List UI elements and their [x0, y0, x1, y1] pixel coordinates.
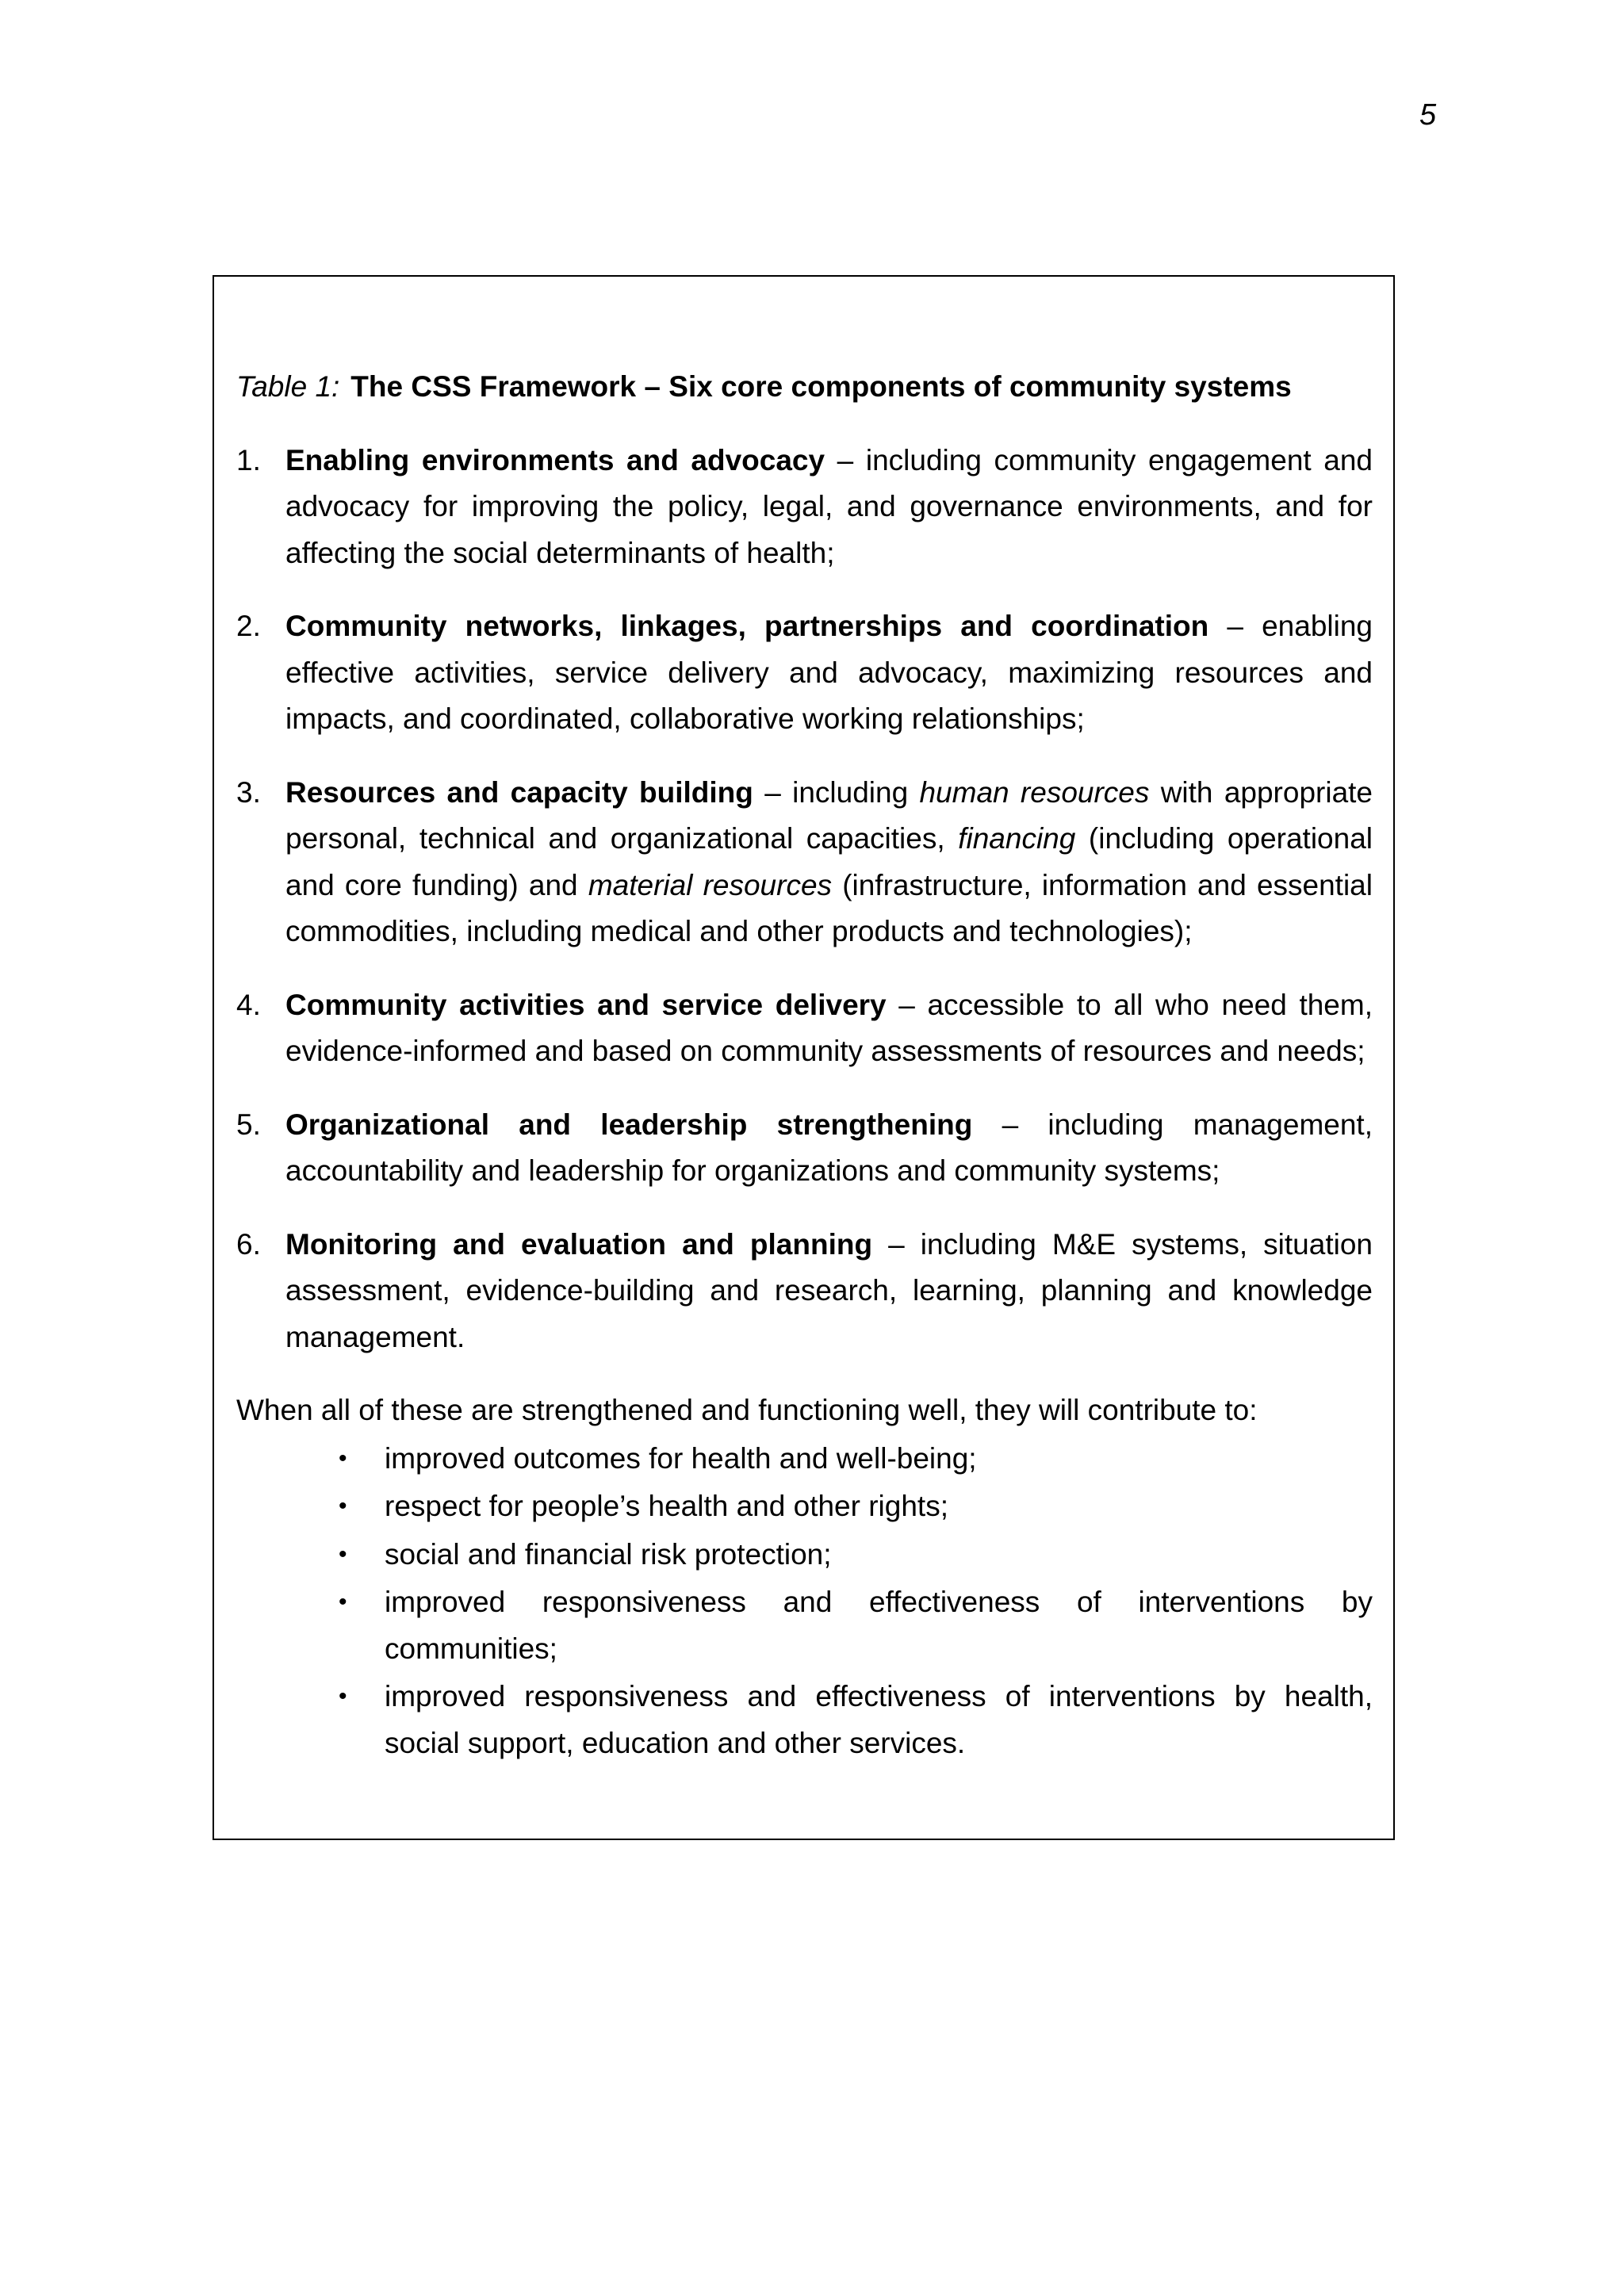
component-item-2 [236, 603, 1373, 743]
component-title: Monitoring and evaluation and planning [285, 1227, 873, 1261]
component-description: – enabling effective activities, service delivery and advocacy, maximizing resources and impacts, and coordinated, collaborative working relationships; [285, 610, 1373, 735]
bullet-icon: • [339, 1683, 347, 1709]
component-description-part: (including operational and core funding) and [285, 822, 1373, 901]
bullet-icon: • [339, 1445, 347, 1471]
component-description: – including management, accountability and leadership for organizations and community systems; [285, 1108, 1373, 1187]
component-number: 4. [236, 988, 261, 1021]
component-item-3 [236, 770, 1373, 955]
outcome-text: improved responsiveness and effectiveness of interventions by communities; [385, 1586, 1373, 1665]
bullet-icon: • [339, 1493, 347, 1519]
component-title: Community activities and service delivery [285, 988, 887, 1021]
component-description-part: (infrastructure, information and essential commodities, including medical and other products and technologies); [285, 868, 1373, 947]
emphasis-financing: financing [958, 822, 1076, 855]
table-caption [236, 364, 1373, 411]
component-description: – accessible to all who need them, evidence-informed and based on community assessments of resources and needs; [285, 988, 1373, 1067]
component-description-part: with appropriate personal, technical and organizational capacities, [285, 775, 1373, 855]
component-title: Enabling environments and advocacy [285, 443, 825, 476]
component-title: Organizational and leadership strengthening [285, 1108, 973, 1141]
outcome-item [339, 1483, 1373, 1530]
caption-title: The CSS Framework – Six core components of community systems [350, 370, 1292, 403]
component-title: Resources and capacity building [285, 775, 753, 809]
outcome-text: improved outcomes for health and well-being; [385, 1441, 977, 1475]
component-item-4 [236, 982, 1373, 1075]
outcome-text: improved responsiveness and effectiveness of interventions by health, social support, education and other services. [385, 1680, 1373, 1759]
component-number: 1. [236, 443, 261, 476]
emphasis-human-resources: human resources [919, 775, 1150, 809]
outcome-item [339, 1579, 1373, 1672]
outcome-text: social and financial risk protection; [385, 1537, 832, 1571]
component-description: – including M&E systems, situation assessment, evidence-building and research, learning, planning and knowledge management. [285, 1227, 1373, 1353]
component-number: 5. [236, 1108, 261, 1141]
component-description-part: – including [753, 775, 920, 809]
caption-label: Table 1: [236, 370, 340, 403]
component-item-1 [236, 438, 1373, 577]
component-number: 2. [236, 610, 261, 642]
table-content [236, 364, 1373, 1768]
outcome-text: respect for people’s health and other rights; [385, 1490, 948, 1522]
component-number: 6. [236, 1227, 261, 1261]
bullet-icon: • [339, 1540, 347, 1567]
component-number: 3. [236, 775, 261, 809]
component-item-5 [236, 1102, 1373, 1195]
page-number: 5 [1419, 98, 1437, 132]
component-description: – including community engagement and advocacy for improving the policy, legal, and governance environments, and for affecting the social determinants of health; [285, 443, 1373, 569]
outcome-item [339, 1532, 1373, 1578]
summary-text: When all of these are strengthened and functioning well, they will contribute to: [236, 1394, 1258, 1426]
outcomes-list [236, 1436, 1373, 1767]
table-box [213, 275, 1395, 1840]
components-list [236, 438, 1373, 1361]
outcome-item [339, 1436, 1373, 1483]
component-title: Community networks, linkages, partnerships and coordination [285, 610, 1209, 642]
component-item-6 [236, 1222, 1373, 1361]
bullet-icon: • [339, 1589, 347, 1615]
emphasis-material-resources: material resources [588, 868, 833, 901]
outcome-item [339, 1674, 1373, 1766]
